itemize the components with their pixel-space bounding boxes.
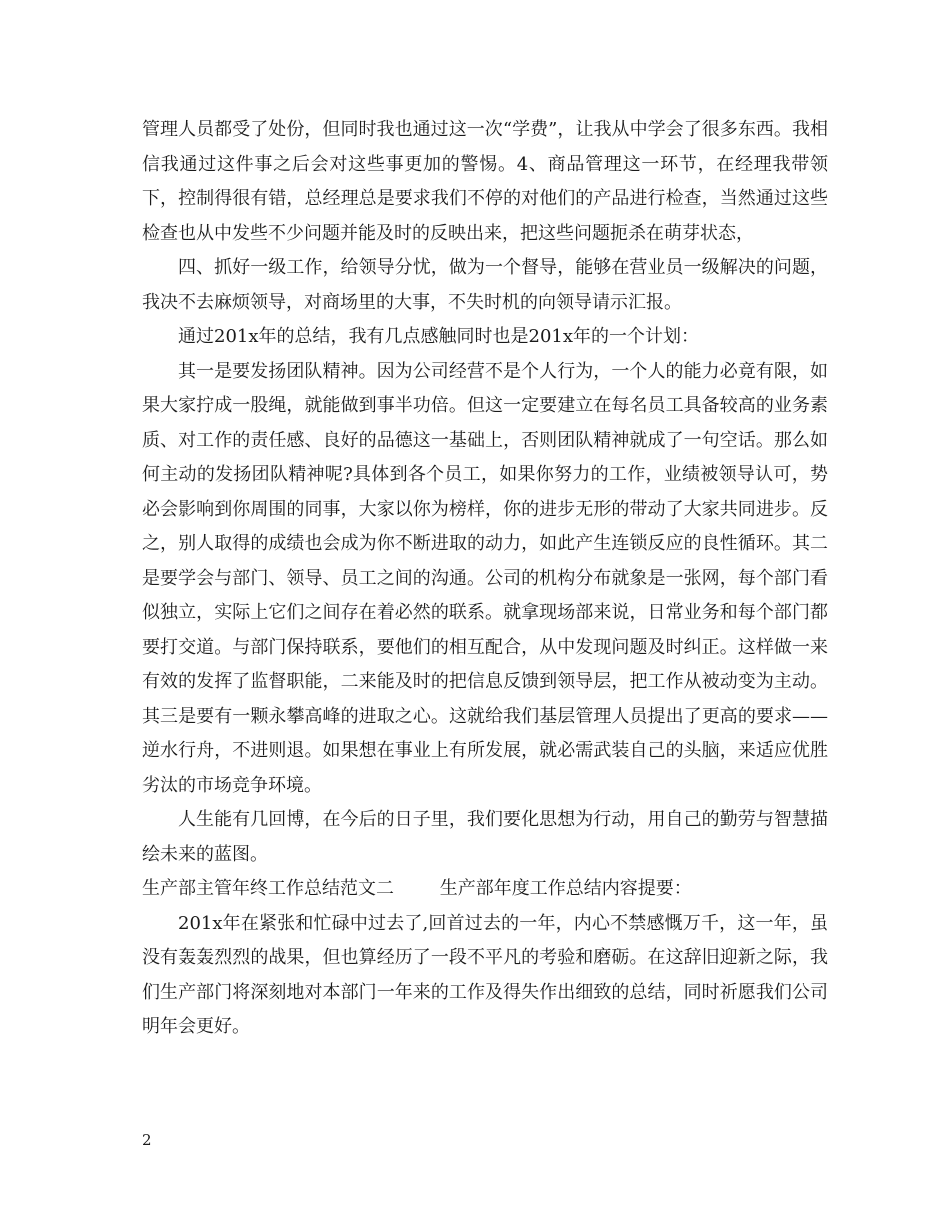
section-title: 生产部主管年终工作总结范文二 — [142, 878, 394, 899]
section-subtitle: 生产部年度工作总结内容提要： — [439, 878, 692, 899]
paragraph-summary-intro: 通过201x年的总结，我有几点感触同时也是201x年的一个计划： — [178, 326, 700, 347]
paragraph-management-goods: 管理人员都受了处份，但同时我也通过这一次“学费”，让我从中学会了很多东西。我相信我通过这件事之后会对这些事更加的警惕。4、商品管理这一环节，在经理我带领下，控制得很有错，总经理总是要求我们不停的对他们的产品进行检查，当然通过这些检查也从中发些不少问题并能及时的反映出来，把这些问题扼杀在萌芽状态， — [142, 119, 828, 244]
document-body — [142, 113, 828, 1045]
paragraph-production-intro: 201x年在紧张和忙碌中过去了,回首过去的一年，内心不禁感慨万千，这一年，虽没有轰轰烈烈的战果，但也算经历了一段不平凡的考验和磨砺。在这辞旧迎新之际，我们生产部门将深刻地对本部门一年来的工作及得失作出细致的总结，同时祈愿我们公司明年会更好。 — [142, 912, 828, 1037]
paragraph-point-four: 四、抓好一级工作，给领导分忧，做为一个督导，能够在营业员一级解决的问题，我决不去麻烦领导，对商场里的大事，不失时机的向领导请示汇报。 — [142, 257, 828, 313]
section-heading-line — [142, 872, 828, 907]
paragraph-life-outlook: 人生能有几回博，在今后的日子里，我们要化思想为行动，用自己的勤劳与智慧描绘未来的蓝图。 — [142, 809, 828, 865]
page-number: 2 — [142, 1131, 152, 1149]
paragraph-team-spirit: 其一是要发扬团队精神。因为公司经营不是个人行为，一个人的能力必竟有限，如果大家拧成一股绳，就能做到事半功倍。但这一定要建立在每名员工具备较高的业务素质、对工作的责任感、良好的品德这一基础上，否则团队精神就成了一句空话。那么如何主动的发扬团队精神呢?具体到各个员工，如果你努力的工作，业绩被领导认可，势必会影响到你周围的同事，大家以你为榜样，你的进步无形的带动了大家共同进步。反之，别人取得的成绩也会成为你不断进取的动力，如此产生连锁反应的良性循环。其二是要学会与部门、领导、员工之间的沟通。公司的机构分布就象是一张网，每个部门看似独立，实际上它们之间存在着必然的联系。就拿现场部来说，日常业务和每个部门都要打交道。与部门保持联系，要他们的相互配合，从中发现问题及时纠正。这样做一来有效的发挥了监督职能，二来能及时的把信息反馈到领导层，把工作从被动变为主动。其三是要有一颗永攀高峰的进取之心。这就给我们基层管理人员提出了更高的要求——逆水行舟，不进则退。如果想在事业上有所发展，就必需武装自己的头脑，来适应优胜劣汰的市场竞争环境。 — [142, 360, 828, 796]
